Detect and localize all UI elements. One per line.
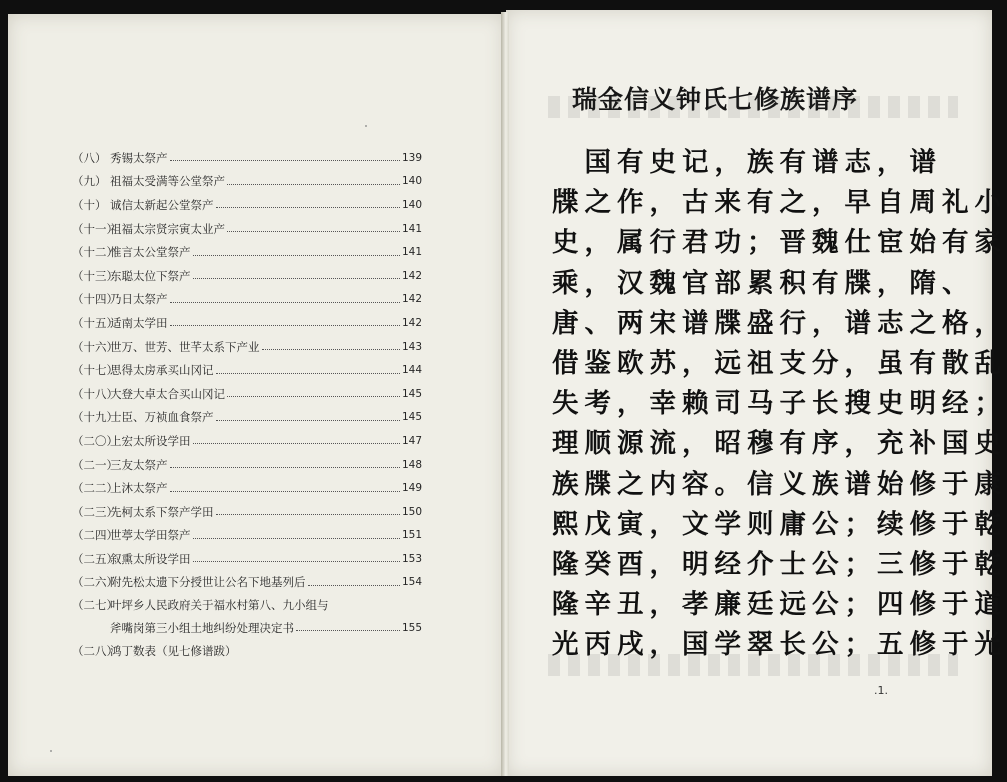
toc-leader-dots: [170, 325, 400, 326]
toc-leader-dots: [216, 420, 400, 421]
toc-entry: [72, 335, 422, 359]
toc-entry-number: （十八）: [72, 386, 118, 401]
preface-line: 唐、两宋谱牒盛行，谱志之格，: [552, 307, 1007, 339]
preface-line: 乘，汉魏官部累积有牒，隋、: [552, 267, 975, 299]
toc-entry: [72, 382, 422, 406]
preface-line: 光丙戌，国学翠长公；五修于光: [552, 629, 1007, 661]
toc-entry-title: 叶坪乡人民政府关于福水村第八、九小组与: [110, 598, 329, 613]
toc-entry-page: 155: [401, 621, 422, 634]
toc-leader-dots: [170, 160, 400, 161]
toc-entry-number: （二二）: [72, 481, 118, 496]
preface-line: 理顺源流，昭穆有序，充补国史: [552, 428, 1007, 460]
toc-entry-number: （十）: [72, 197, 107, 212]
toc-leader-dots: [308, 585, 400, 586]
toc-entry-number: （二五）: [72, 551, 118, 566]
toc-leader-dots: [170, 491, 400, 492]
toc-entry-number: （二一）: [72, 457, 118, 472]
toc-entry-title: 上沐太祭产: [110, 481, 168, 496]
toc-entry-page: 153: [401, 552, 422, 565]
toc-entry: [72, 193, 422, 217]
preface-title: 瑞金信义钟氏七修族谱序: [572, 85, 859, 114]
toc-entry-page: 141: [401, 222, 422, 235]
toc-entry-page: 139: [401, 151, 422, 164]
toc-entry: [72, 311, 422, 335]
toc-entry-page: 142: [401, 269, 422, 282]
toc-entry: [72, 217, 422, 241]
preface-line: 族牒之内容。信义族谱始修于康: [552, 468, 1007, 500]
paper-speck: [365, 125, 367, 127]
toc-entry-title: 鸿丁数表（见七修谱跋）: [110, 644, 237, 659]
toc-entry-number: （二七）: [72, 598, 118, 613]
toc-entry: [72, 500, 422, 524]
toc-entry-title: 乃日太祭产: [110, 292, 168, 307]
toc-entry-page: 145: [401, 387, 422, 400]
toc-leader-dots: [193, 538, 400, 539]
toc-entry-title: 秀锡太祭产: [110, 150, 168, 165]
toc-entry-page: 145: [401, 411, 422, 424]
toc-entry: [72, 453, 422, 477]
toc-entry-number: （十六）: [72, 339, 118, 354]
toc-entry: [72, 170, 422, 194]
toc-leader-dots: [170, 467, 400, 468]
toc-entry-continued: [72, 616, 422, 639]
toc-entry: [72, 288, 422, 312]
preface-line: 牒之作，古来有之，早自周礼小: [552, 187, 1007, 219]
toc-entry-title: 世万、世芳、世芊太系下产业: [110, 339, 260, 354]
show-through-text-bottom: [548, 654, 958, 676]
toc-leader-dots: [216, 207, 400, 208]
toc-entry-page: 142: [401, 293, 422, 306]
toc-leader-dots: [193, 255, 400, 256]
toc-entry: [72, 524, 422, 548]
toc-entry-title: 叙熏太所设学田: [110, 551, 191, 566]
toc-entry-page: 142: [401, 316, 422, 329]
toc-entry-number: （二八）: [72, 644, 118, 659]
toc-entry: [72, 146, 422, 170]
preface-line: 隆辛丑，孝廉廷远公；四修于道: [552, 589, 1007, 621]
preface-line: 国有史记，族有谱志，谱: [552, 147, 942, 178]
toc-entry-page: 147: [401, 434, 422, 447]
toc-entry-number: （十一）: [72, 221, 118, 236]
toc-leader-dots: [227, 184, 400, 185]
toc-entry-page: 141: [401, 246, 422, 259]
toc-entry-page: 149: [401, 482, 422, 495]
toc-entry-page: 151: [401, 529, 422, 542]
show-through-text: [548, 96, 958, 118]
preface-line: 失考，幸赖司马子长搜史明经；: [552, 388, 1007, 420]
toc-leader-dots: [193, 561, 400, 562]
toc-entry-title: 思得太房承买山冈记: [110, 363, 214, 378]
toc-entry-title: 斧嘴岗第三小组土地纠纷处理决定书: [110, 620, 294, 635]
toc-entry-number: （二〇）: [72, 433, 118, 448]
toc-leader-dots: [193, 443, 400, 444]
toc-entry: [72, 264, 422, 288]
toc-entry-page: 140: [401, 198, 422, 211]
toc-entry-title: 三友太祭产: [110, 457, 168, 472]
paper-speck: [50, 750, 52, 752]
toc-entry-title: 先柯太系下祭产学田: [110, 504, 214, 519]
toc-entry-title: 大登大卓太合买山冈记: [110, 386, 225, 401]
toc-entry: [72, 639, 422, 663]
toc-entry-number: （二三）: [72, 504, 118, 519]
toc-leader-dots: [193, 278, 400, 279]
toc-entry-number: （二四）: [72, 528, 118, 543]
toc-entry-number: （十二）: [72, 245, 118, 260]
toc-entry-title: 士臣、万祯血食祭产: [110, 410, 214, 425]
toc-entry: [72, 571, 422, 595]
toc-entry: [72, 406, 422, 430]
toc-entry-page: 143: [401, 340, 422, 353]
toc-entry-page: 150: [401, 505, 422, 518]
toc-leader-dots: [262, 349, 400, 350]
toc-entry-title: 适南太学田: [110, 315, 168, 330]
toc-leader-dots: [216, 514, 400, 515]
page-number: .1.: [874, 684, 888, 697]
toc-entry: [72, 429, 422, 453]
toc-entry: [72, 240, 422, 264]
toc-entry: [72, 358, 422, 382]
toc-entry: [72, 594, 422, 616]
toc-entry-page: 154: [401, 576, 422, 589]
toc-entry-title: 祖福太宗贤宗寅太业产: [110, 221, 225, 236]
toc-entry-number: （十九）: [72, 410, 118, 425]
toc-entry-title: 诚信太新起公堂祭产: [110, 197, 214, 212]
toc-entry: [72, 547, 422, 571]
toc-leader-dots: [227, 396, 400, 397]
toc-leader-dots: [216, 373, 400, 374]
toc-entry-number: （十五）: [72, 315, 118, 330]
toc-entry-number: （九）: [72, 174, 107, 189]
book-gutter: [501, 12, 509, 776]
toc-entry-number: （十四）: [72, 292, 118, 307]
toc-entry-page: 140: [401, 175, 422, 188]
toc-entry-title: 惟言太公堂祭产: [110, 245, 191, 260]
toc-entry-number: （二六）: [72, 575, 118, 590]
toc-entry-page: 144: [401, 364, 422, 377]
preface-line: 熙戊寅，文学则庸公；续修于乾: [552, 508, 1007, 540]
toc-leader-dots: [296, 630, 400, 631]
toc-leader-dots: [227, 231, 400, 232]
toc-entry-page: 148: [401, 458, 422, 471]
preface-line: 史，属行君功；晋魏仕宦始有家: [552, 227, 1007, 259]
table-of-contents: [72, 146, 422, 663]
toc-entry-title: 上宏太所设学田: [110, 433, 191, 448]
toc-entry-number: （十三）: [72, 268, 118, 283]
toc-entry-title: 世葶太学田祭产: [110, 528, 191, 543]
toc-entry: [72, 476, 422, 500]
toc-entry-number: （十七）: [72, 363, 118, 378]
toc-entry-number: （八）: [72, 150, 107, 165]
toc-leader-dots: [170, 302, 400, 303]
toc-entry-title: 附先松太遗下分授世让公名下地基列后: [110, 575, 306, 590]
toc-entry-title: 东聪太位下祭产: [110, 268, 191, 283]
preface-line: 隆癸酉，明经介士公；三修于乾: [552, 548, 1007, 580]
toc-entry-title: 祖福太受满等公堂祭产: [110, 174, 225, 189]
preface-body: [552, 143, 1007, 665]
preface-line: 借鉴欧苏，远祖支分，虽有散乱: [552, 347, 1007, 379]
